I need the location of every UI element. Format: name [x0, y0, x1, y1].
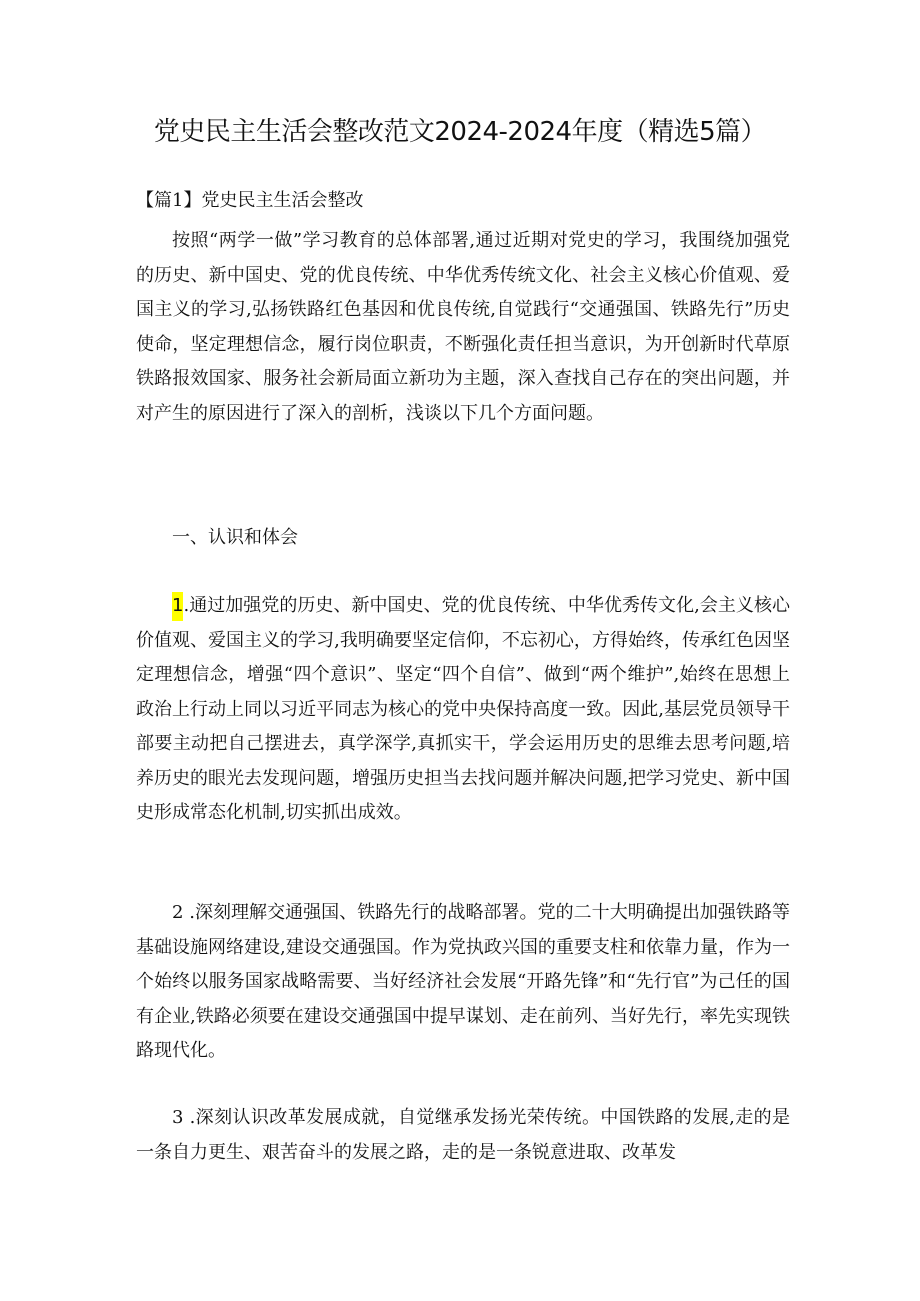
- section-heading: 【篇1】党史民主生活会整改: [136, 190, 364, 211]
- subheading-understanding: 一、认识和体会: [172, 527, 298, 548]
- document-title: 党史民主生活会整改范文2024-2024年度（精选5篇）: [153, 117, 767, 147]
- paragraph-item-1-text: .通过加强党的历史、新中国史、党的优良传统、中华优秀传文化,会主义核心价值观、爱国主义的学习,我明确要坚定信仰，不忘初心，方得始终，传承红色因坚定理想信念，增强“四个意识”、坚定“四个自信”、做到“两个维护”,始终在思想上政治上行动上同以习近平同志为核心的党中央保持高度一致。因此,基层党员领导干部要主动把自己摆进去，真学深学,真抓实干，学会运用历史的思维去思考问题,培养历史的眼光去发现问题，增强历史担当去找问题并解决问题,把学习党史、新中国史形成常态化机制,切实抓出成效。: [136, 595, 790, 823]
- paragraph-item-1: [136, 589, 790, 831]
- paragraph-item-3: 3 .深刻认识改革发展成就，自觉继承发扬光荣传统。中国铁路的发展,走的是一条自力更生、艰苦奋斗的发展之路，走的是一条锐意进取、改革发: [136, 1107, 790, 1163]
- highlighted-item-number: 1: [172, 592, 183, 621]
- intro-paragraph: 按照“两学一做”学习教育的总体部署,通过近期对党史的学习，我围绕加强党的历史、新中国史、党的优良传统、中华优秀传统文化、社会主义核心价值观、爱国主义的学习,弘扬铁路红色基因和优良传统,自觉践行“交通强国、铁路先行”历史使命，坚定理想信念，履行岗位职责，不断强化责任担当意识，为开创新时代草原铁路报效国家、服务社会新局面立新功为主题，深入查找自己存在的突出问题，并对产生的原因进行了深入的剖析，浅谈以下几个方面问题。: [136, 230, 790, 424]
- paragraph-item-2: 2 .深刻理解交通强国、铁路先行的战略部署。党的二十大明确提出加强铁路等基础设施网络建设,建设交通强国。作为党执政兴国的重要支柱和依靠力量，作为一个始终以服务国家战略需要、当好经济社会发展“开路先锋”和“先行官”为己任的国有企业,铁路必须要在建设交通强国中提早谋划、走在前列、当好先行，率先实现铁路现代化。: [136, 902, 790, 1061]
